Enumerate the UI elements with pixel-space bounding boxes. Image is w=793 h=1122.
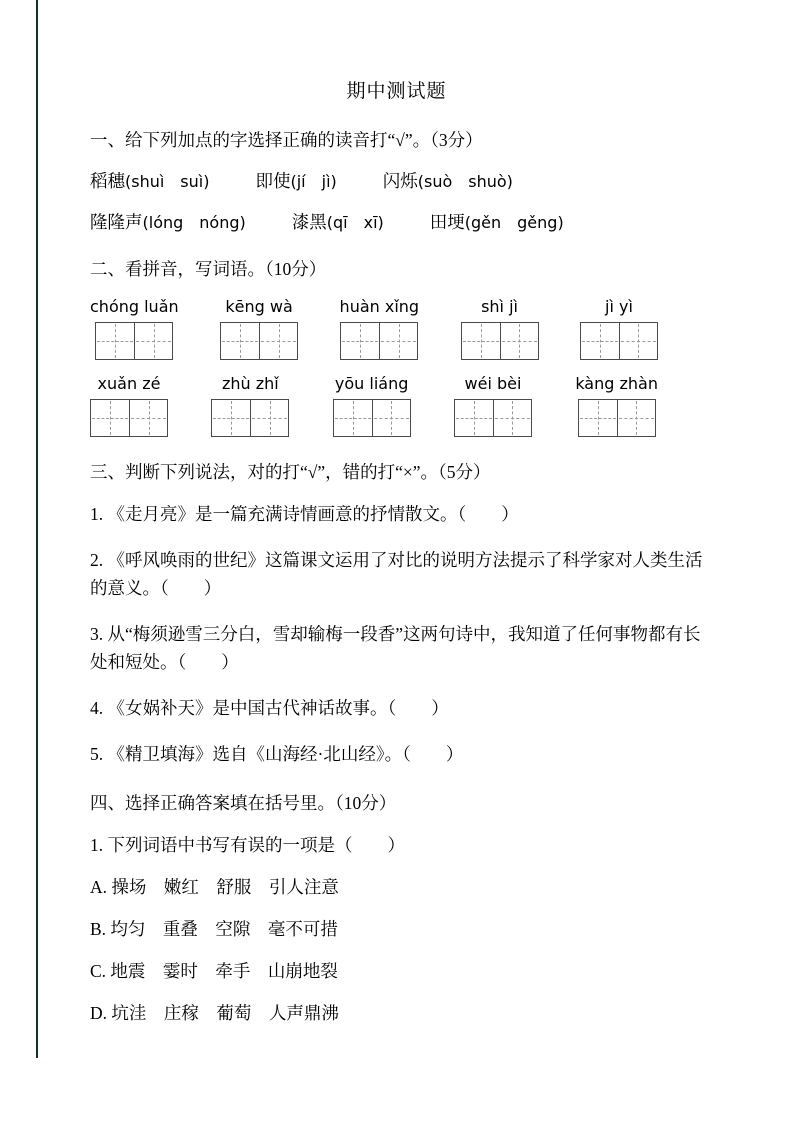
pinyin-row-1	[90, 297, 658, 360]
pinyin-label: xuǎn zé	[97, 374, 161, 393]
option-d: D. 坑洼 庄稼 葡萄 人声鼎沸	[90, 1003, 339, 1023]
grid-cell	[259, 323, 297, 359]
pinyin-label: kēng wà	[225, 297, 293, 316]
grid-cell	[221, 323, 259, 359]
grid-cell	[212, 400, 250, 436]
grid-cell	[372, 400, 410, 436]
pinyin-word-block	[211, 374, 289, 437]
pinyin-word-block	[340, 297, 420, 360]
phonetic-item-6	[430, 209, 564, 234]
grid-cell	[250, 400, 288, 436]
option-c: C. 地震 霎时 牵手 山崩地裂	[90, 961, 338, 981]
writing-grid	[333, 399, 411, 437]
pinyin-word-block	[90, 297, 179, 360]
pinyin-choices: (shuì suì)	[125, 172, 210, 191]
writing-grid	[95, 322, 173, 360]
pinyin-word-block	[580, 297, 658, 360]
page-title: 期中测试题	[346, 81, 447, 102]
word-text: 隆隆声	[90, 212, 143, 232]
grid-cell	[619, 323, 657, 359]
grid-cell	[334, 400, 372, 436]
word-text: 漆黑	[291, 212, 327, 232]
statement-4: 4. 《女娲补天》是中国古代神话故事。（ ）	[90, 698, 449, 718]
pinyin-label: chóng luǎn	[90, 297, 179, 316]
pinyin-label: jì yì	[605, 297, 633, 316]
pinyin-word-block	[333, 374, 411, 437]
pinyin-label: wéi bèi	[464, 374, 522, 393]
pinyin-label: huàn xǐng	[339, 297, 420, 316]
statement-2: 2. 《呼风唤雨的世纪》这篇课文运用了对比的说明方法提示了科学家对人类生活的意义。（ ）	[90, 550, 703, 598]
writing-grid	[454, 399, 532, 437]
statement-3: 3. 从“梅须逊雪三分白，雪却输梅一段香”这两句诗中，我知道了任何事物都有长处和短处。（ ）	[90, 624, 701, 672]
grid-cell	[455, 400, 493, 436]
grid-cell	[617, 400, 655, 436]
writing-grid	[461, 322, 539, 360]
pinyin-choices: (qī xī)	[326, 213, 384, 232]
statement-1: 1. 《走月亮》是一篇充满诗情画意的抒情散文。（ ）	[90, 504, 519, 524]
grid-cell	[341, 323, 379, 359]
pinyin-choices: (suò shuò)	[417, 172, 513, 191]
grid-cell	[129, 400, 167, 436]
section-2-heading: 二、看拼音，写词语。（10分）	[90, 259, 327, 279]
word-text: 田埂	[429, 212, 465, 232]
grid-cell	[493, 400, 531, 436]
writing-grid	[211, 399, 289, 437]
grid-cell	[91, 400, 129, 436]
statement-5: 5. 《精卫填海》选自《山海经·北山经》。（ ）	[90, 744, 464, 764]
pinyin-word-block	[575, 374, 658, 437]
grid-cell	[462, 323, 500, 359]
pinyin-label: zhù zhǐ	[221, 374, 279, 393]
option-b: B. 均匀 重叠 空隙 毫不可措	[90, 919, 338, 939]
grid-cell	[581, 323, 619, 359]
pinyin-label: shì jì	[481, 297, 518, 316]
section-1-heading: 一、给下列加点的字选择正确的读音打“√”。（3分）	[90, 130, 483, 150]
writing-grid	[220, 322, 298, 360]
phonetic-item-5	[292, 209, 384, 234]
grid-cell	[96, 323, 134, 359]
pinyin-choices: (gěn gěng)	[464, 213, 564, 232]
pinyin-word-block	[454, 374, 532, 437]
grid-cell	[579, 400, 617, 436]
section1-row-2	[90, 209, 703, 234]
pinyin-label: yōu liáng	[334, 374, 409, 393]
word-text: 闪烁	[382, 171, 418, 191]
pinyin-word-block	[461, 297, 539, 360]
writing-grid	[340, 322, 418, 360]
phonetic-item-3	[383, 168, 513, 193]
phonetic-item-2	[255, 168, 336, 193]
phonetic-item-1	[90, 168, 209, 193]
left-margin-line	[36, 0, 38, 1058]
word-text: 稻穗	[90, 171, 125, 191]
pinyin-word-block	[90, 374, 168, 437]
pinyin-choices: (lóng nóng)	[142, 213, 246, 232]
section-4-heading: 四、选择正确答案填在括号里。（10分）	[90, 793, 397, 813]
pinyin-word-block	[220, 297, 298, 360]
section1-row-1	[90, 168, 703, 193]
grid-cell	[379, 323, 417, 359]
phonetic-item-4	[90, 209, 246, 234]
grid-cell	[500, 323, 538, 359]
pinyin-row-2	[90, 374, 658, 437]
writing-grid	[90, 399, 168, 437]
word-text: 即使	[255, 171, 291, 191]
pinyin-choices: (jí jì)	[290, 172, 337, 191]
question-1: 1. 下列词语中书写有误的一项是（ ）	[90, 835, 405, 855]
writing-grid	[580, 322, 658, 360]
pinyin-label: kàng zhàn	[575, 374, 658, 393]
writing-grid	[578, 399, 656, 437]
section-3-heading: 三、判断下列说法，对的打“√”，错的打“×”。（5分）	[90, 462, 491, 482]
option-a: A. 操场 嫩红 舒服 引人注意	[90, 877, 339, 897]
grid-cell	[134, 323, 172, 359]
